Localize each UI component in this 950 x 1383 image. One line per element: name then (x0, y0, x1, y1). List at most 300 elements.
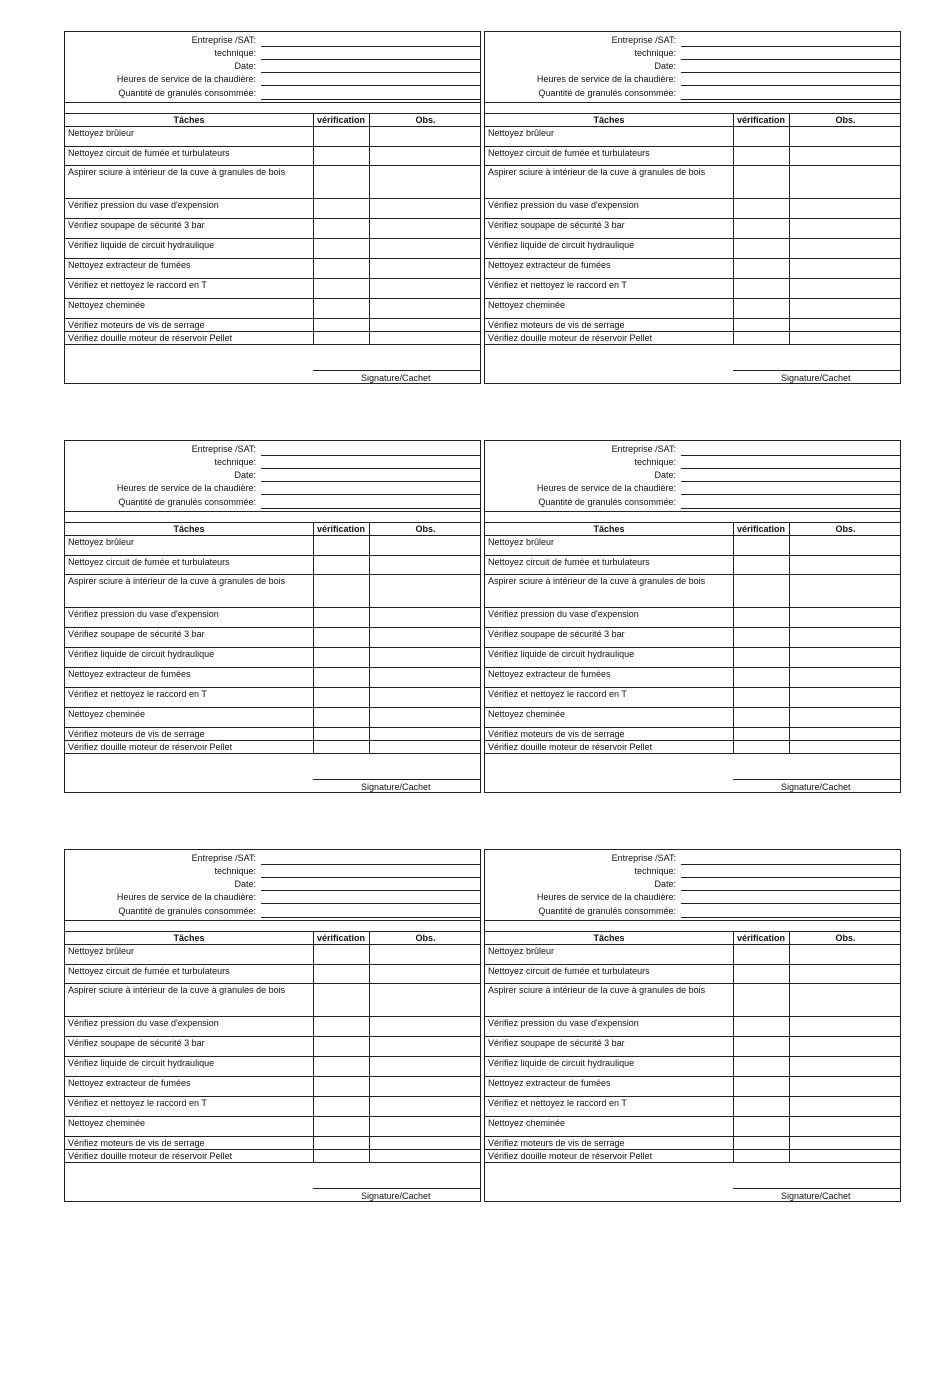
header-field (485, 469, 900, 482)
obs-cell[interactable] (370, 1056, 480, 1076)
header-field (65, 496, 480, 509)
header-field-label: Date: (654, 470, 676, 480)
column-header-obs: Obs. (415, 933, 436, 943)
obs-cell[interactable] (790, 740, 900, 753)
verification-cell[interactable] (314, 238, 369, 258)
verification-cell[interactable] (734, 627, 789, 647)
task-label: Aspirer sciure à intérieur de la cuve à granules de bois (68, 576, 286, 586)
header-field-label: Heures de service de la chaudière: (116, 892, 256, 902)
header-field (485, 456, 900, 469)
obs-cell[interactable] (370, 555, 480, 574)
obs-cell[interactable] (370, 1149, 480, 1162)
header-field-label: Date: (234, 879, 256, 889)
verification-cell[interactable] (734, 1096, 789, 1116)
verification-cell[interactable] (314, 1056, 369, 1076)
obs-cell[interactable] (370, 165, 480, 198)
header-field-label: technique: (214, 866, 256, 876)
signature-line (313, 779, 480, 780)
header-field (485, 496, 900, 509)
verification-cell[interactable] (314, 574, 369, 607)
task-label: Vérifiez et nettoyez le raccord en T (488, 280, 627, 290)
task-label: Nettoyez extracteur de fumées (68, 669, 191, 679)
verification-cell[interactable] (734, 1016, 789, 1036)
task-label: Vérifiez soupape de sécurité 3 bar (488, 1038, 625, 1048)
header-field-label: technique: (214, 457, 256, 467)
column-divider (369, 522, 370, 753)
maintenance-form-card (484, 440, 901, 793)
header-field (65, 469, 480, 482)
task-label: Vérifiez et nettoyez le raccord en T (68, 689, 207, 699)
task-label: Nettoyez circuit de fumée et turbulateurs (68, 557, 230, 567)
header-field-input-line[interactable] (681, 903, 900, 904)
header-field-label: technique: (634, 48, 676, 58)
obs-cell[interactable] (370, 627, 480, 647)
verification-cell[interactable] (734, 1136, 789, 1149)
header-field-input-line[interactable] (681, 99, 900, 100)
verification-cell[interactable] (314, 1016, 369, 1036)
obs-cell[interactable] (370, 983, 480, 1016)
header-field (485, 482, 900, 495)
obs-cell[interactable] (790, 983, 900, 1016)
task-label: Vérifiez pression du vase d'expension (68, 609, 219, 619)
obs-cell[interactable] (370, 1116, 480, 1136)
header-field (65, 87, 480, 100)
verification-cell[interactable] (314, 727, 369, 740)
verification-cell[interactable] (314, 740, 369, 753)
verification-cell[interactable] (314, 1136, 369, 1149)
header-field (485, 878, 900, 891)
task-label: Vérifiez et nettoyez le raccord en T (68, 280, 207, 290)
maintenance-form-card (484, 849, 901, 1202)
verification-cell[interactable] (734, 1076, 789, 1096)
header-field-label: Heures de service de la chaudière: (536, 483, 676, 493)
column-header-obs: Obs. (835, 933, 856, 943)
obs-cell[interactable] (370, 238, 480, 258)
task-label: Nettoyez cheminée (488, 1118, 566, 1128)
verification-cell[interactable] (734, 687, 789, 707)
verification-cell[interactable] (314, 983, 369, 1016)
header-field-input-line[interactable] (261, 917, 480, 918)
obs-cell[interactable] (370, 126, 480, 146)
task-label: Nettoyez extracteur de fumées (488, 669, 611, 679)
column-header-verification: vérification (736, 524, 785, 534)
header-field (485, 852, 900, 865)
task-label: Nettoyez cheminée (488, 709, 566, 719)
obs-cell[interactable] (370, 278, 480, 298)
column-header-verification: vérification (316, 524, 365, 534)
column-header-tasks: Tâches (593, 933, 625, 943)
header-field-input-line[interactable] (261, 494, 480, 495)
task-label: Nettoyez extracteur de fumées (488, 1078, 611, 1088)
obs-cell[interactable] (790, 627, 900, 647)
obs-cell[interactable] (370, 1076, 480, 1096)
verification-cell[interactable] (314, 1076, 369, 1096)
obs-cell[interactable] (370, 647, 480, 667)
header-divider (65, 522, 480, 523)
task-label: Vérifiez moteurs de vis de serrage (68, 320, 205, 330)
header-field (65, 456, 480, 469)
obs-cell[interactable] (790, 1056, 900, 1076)
header-divider (485, 113, 900, 114)
header-field-label: technique: (634, 457, 676, 467)
maintenance-form-card (64, 440, 481, 793)
header-field (65, 905, 480, 918)
obs-cell[interactable] (790, 1116, 900, 1136)
obs-cell[interactable] (370, 1096, 480, 1116)
task-label: Vérifiez pression du vase d'expension (488, 200, 639, 210)
task-label: Nettoyez circuit de fumée et turbulateurs (68, 966, 230, 976)
obs-cell[interactable] (790, 298, 900, 318)
obs-cell[interactable] (370, 607, 480, 627)
header-field (485, 865, 900, 878)
verification-cell[interactable] (734, 278, 789, 298)
header-field-label: Date: (654, 61, 676, 71)
header-field-input-line[interactable] (261, 508, 480, 509)
header-field (65, 852, 480, 865)
obs-cell[interactable] (790, 535, 900, 555)
column-header-verification: vérification (736, 933, 785, 943)
task-label: Vérifiez moteurs de vis de serrage (488, 320, 625, 330)
verification-cell[interactable] (734, 944, 789, 964)
verification-cell[interactable] (314, 607, 369, 627)
verification-cell[interactable] (314, 146, 369, 165)
row-divider (485, 1162, 900, 1163)
obs-cell[interactable] (790, 574, 900, 607)
header-field-label: Entreprise /SAT: (191, 853, 256, 863)
obs-cell[interactable] (790, 964, 900, 983)
task-label: Nettoyez extracteur de fumées (68, 260, 191, 270)
task-label: Nettoyez cheminée (68, 300, 146, 310)
header-divider (485, 102, 900, 103)
obs-cell[interactable] (370, 331, 480, 344)
maintenance-form-card (64, 31, 481, 384)
header-field (485, 443, 900, 456)
header-field (65, 865, 480, 878)
obs-cell[interactable] (370, 218, 480, 238)
task-label: Nettoyez brûleur (68, 537, 135, 547)
header-field-input-line[interactable] (681, 917, 900, 918)
column-header-verification: vérification (736, 115, 785, 125)
obs-cell[interactable] (790, 555, 900, 574)
header-field (485, 891, 900, 904)
header-field-input-line[interactable] (261, 99, 480, 100)
task-label: Vérifiez pression du vase d'expension (488, 1018, 639, 1028)
obs-cell[interactable] (370, 1036, 480, 1056)
verification-cell[interactable] (314, 198, 369, 218)
verification-cell[interactable] (314, 944, 369, 964)
verification-cell[interactable] (314, 278, 369, 298)
header-field-label: Quantité de granulés consommée: (538, 88, 676, 98)
obs-cell[interactable] (790, 1016, 900, 1036)
verification-cell[interactable] (734, 964, 789, 983)
obs-cell[interactable] (790, 318, 900, 331)
task-label: Aspirer sciure à intérieur de la cuve à granules de bois (488, 167, 706, 177)
header-field-label: Entreprise /SAT: (611, 35, 676, 45)
obs-cell[interactable] (370, 667, 480, 687)
signature-line (733, 370, 900, 371)
header-field (485, 905, 900, 918)
header-field-label: Quantité de granulés consommée: (538, 497, 676, 507)
task-label: Nettoyez brûleur (488, 946, 555, 956)
column-divider (789, 931, 790, 1162)
verification-cell[interactable] (734, 298, 789, 318)
row-divider (65, 753, 480, 754)
obs-cell[interactable] (370, 298, 480, 318)
signature-line (733, 779, 900, 780)
obs-cell[interactable] (790, 258, 900, 278)
header-divider (485, 522, 900, 523)
task-label: Nettoyez brûleur (68, 946, 135, 956)
verification-cell[interactable] (734, 535, 789, 555)
verification-cell[interactable] (314, 964, 369, 983)
obs-cell[interactable] (370, 727, 480, 740)
obs-cell[interactable] (790, 1096, 900, 1116)
verification-cell[interactable] (314, 667, 369, 687)
obs-cell[interactable] (790, 146, 900, 165)
verification-cell[interactable] (314, 687, 369, 707)
column-header-tasks: Tâches (173, 933, 205, 943)
header-field (65, 443, 480, 456)
obs-cell[interactable] (370, 258, 480, 278)
task-label: Vérifiez liquide de circuit hydraulique (488, 649, 635, 659)
task-label: Vérifiez liquide de circuit hydraulique (488, 1058, 635, 1068)
obs-cell[interactable] (790, 687, 900, 707)
column-divider (313, 113, 314, 344)
header-field (485, 60, 900, 73)
verification-cell[interactable] (314, 627, 369, 647)
task-label: Vérifiez douille moteur de réservoir Pellet (488, 1151, 653, 1161)
maintenance-form-card (484, 31, 901, 384)
task-label: Nettoyez circuit de fumée et turbulateurs (488, 966, 650, 976)
obs-cell[interactable] (790, 218, 900, 238)
header-divider (65, 920, 480, 921)
verification-cell[interactable] (734, 1056, 789, 1076)
row-divider (485, 753, 900, 754)
verification-cell[interactable] (314, 707, 369, 727)
verification-cell[interactable] (734, 1036, 789, 1056)
task-label: Vérifiez douille moteur de réservoir Pellet (68, 742, 233, 752)
task-label: Nettoyez extracteur de fumées (488, 260, 611, 270)
header-field-input-line[interactable] (261, 85, 480, 86)
verification-cell[interactable] (314, 258, 369, 278)
header-field (485, 73, 900, 86)
signature-line (313, 1188, 480, 1189)
header-field-input-line[interactable] (681, 494, 900, 495)
header-divider (65, 511, 480, 512)
obs-cell[interactable] (790, 238, 900, 258)
verification-cell[interactable] (314, 165, 369, 198)
verification-cell[interactable] (734, 218, 789, 238)
header-divider (485, 931, 900, 932)
verification-cell[interactable] (734, 740, 789, 753)
signature-line (313, 370, 480, 371)
header-field (65, 73, 480, 86)
task-label: Vérifiez moteurs de vis de serrage (488, 1138, 625, 1148)
obs-cell[interactable] (790, 278, 900, 298)
verification-cell[interactable] (734, 165, 789, 198)
header-field (65, 891, 480, 904)
verification-cell[interactable] (314, 1036, 369, 1056)
obs-cell[interactable] (790, 647, 900, 667)
obs-cell[interactable] (370, 1016, 480, 1036)
obs-cell[interactable] (790, 944, 900, 964)
header-field-label: Entreprise /SAT: (191, 35, 256, 45)
verification-cell[interactable] (314, 1096, 369, 1116)
header-field (65, 34, 480, 47)
task-label: Nettoyez brûleur (68, 128, 135, 138)
verification-cell[interactable] (734, 667, 789, 687)
obs-cell[interactable] (370, 535, 480, 555)
task-label: Nettoyez circuit de fumée et turbulateurs (488, 557, 650, 567)
column-header-tasks: Tâches (593, 115, 625, 125)
column-divider (789, 113, 790, 344)
obs-cell[interactable] (790, 1076, 900, 1096)
task-label: Aspirer sciure à intérieur de la cuve à granules de bois (488, 576, 706, 586)
obs-cell[interactable] (370, 707, 480, 727)
verification-cell[interactable] (314, 318, 369, 331)
header-field-label: Entreprise /SAT: (611, 444, 676, 454)
header-field (65, 482, 480, 495)
column-divider (313, 522, 314, 753)
signature-label: Signature/Cachet (361, 1191, 431, 1201)
verification-cell[interactable] (734, 1149, 789, 1162)
verification-cell[interactable] (314, 331, 369, 344)
verification-cell[interactable] (734, 198, 789, 218)
signature-label: Signature/Cachet (361, 373, 431, 383)
column-header-obs: Obs. (415, 524, 436, 534)
obs-cell[interactable] (790, 667, 900, 687)
header-field-input-line[interactable] (681, 85, 900, 86)
header-field-input-line[interactable] (261, 903, 480, 904)
header-field-label: Entreprise /SAT: (191, 444, 256, 454)
row-divider (65, 1162, 480, 1163)
signature-label: Signature/Cachet (781, 1191, 851, 1201)
header-divider (65, 931, 480, 932)
header-divider (485, 511, 900, 512)
task-label: Nettoyez brûleur (488, 128, 555, 138)
header-field-label: Date: (234, 61, 256, 71)
obs-cell[interactable] (790, 1149, 900, 1162)
verification-cell[interactable] (314, 647, 369, 667)
obs-cell[interactable] (370, 318, 480, 331)
task-label: Vérifiez et nettoyez le raccord en T (488, 1098, 627, 1108)
column-header-tasks: Tâches (173, 524, 205, 534)
obs-cell[interactable] (790, 1136, 900, 1149)
header-field-label: Date: (654, 879, 676, 889)
verification-cell[interactable] (314, 298, 369, 318)
header-field (65, 60, 480, 73)
task-label: Nettoyez circuit de fumée et turbulateurs (488, 148, 650, 158)
obs-cell[interactable] (370, 964, 480, 983)
obs-cell[interactable] (790, 331, 900, 344)
signature-label: Signature/Cachet (361, 782, 431, 792)
header-field-label: Entreprise /SAT: (611, 853, 676, 863)
header-field-label: Quantité de granulés consommée: (118, 497, 256, 507)
column-divider (369, 931, 370, 1162)
task-label: Vérifiez soupape de sécurité 3 bar (488, 629, 625, 639)
header-field-label: Heures de service de la chaudière: (116, 483, 256, 493)
verification-cell[interactable] (734, 238, 789, 258)
obs-cell[interactable] (370, 687, 480, 707)
verification-cell[interactable] (314, 555, 369, 574)
verification-cell[interactable] (734, 555, 789, 574)
task-label: Aspirer sciure à intérieur de la cuve à granules de bois (68, 167, 286, 177)
header-field (485, 47, 900, 60)
verification-cell[interactable] (734, 727, 789, 740)
verification-cell[interactable] (314, 535, 369, 555)
maintenance-form-card (64, 849, 481, 1202)
task-label: Vérifiez pression du vase d'expension (488, 609, 639, 619)
obs-cell[interactable] (790, 727, 900, 740)
task-label: Aspirer sciure à intérieur de la cuve à granules de bois (68, 985, 286, 995)
task-label: Vérifiez soupape de sécurité 3 bar (68, 1038, 205, 1048)
task-label: Vérifiez liquide de circuit hydraulique (68, 649, 215, 659)
verification-cell[interactable] (734, 146, 789, 165)
header-field-label: Quantité de granulés consommée: (538, 906, 676, 916)
header-field-input-line[interactable] (681, 508, 900, 509)
verification-cell[interactable] (734, 983, 789, 1016)
column-divider (789, 522, 790, 753)
column-header-obs: Obs. (835, 524, 856, 534)
task-label: Vérifiez douille moteur de réservoir Pellet (68, 333, 233, 343)
verification-cell[interactable] (734, 331, 789, 344)
verification-cell[interactable] (734, 126, 789, 146)
signature-label: Signature/Cachet (781, 373, 851, 383)
verification-cell[interactable] (734, 647, 789, 667)
header-divider (65, 113, 480, 114)
verification-cell[interactable] (314, 218, 369, 238)
task-label: Vérifiez moteurs de vis de serrage (488, 729, 625, 739)
verification-cell[interactable] (734, 607, 789, 627)
task-label: Vérifiez soupape de sécurité 3 bar (68, 220, 205, 230)
obs-cell[interactable] (370, 740, 480, 753)
verification-cell[interactable] (734, 707, 789, 727)
obs-cell[interactable] (790, 165, 900, 198)
obs-cell[interactable] (790, 707, 900, 727)
verification-cell[interactable] (734, 318, 789, 331)
task-label: Vérifiez et nettoyez le raccord en T (68, 1098, 207, 1108)
verification-cell[interactable] (734, 574, 789, 607)
header-divider (485, 920, 900, 921)
task-label: Vérifiez pression du vase d'expension (68, 1018, 219, 1028)
verification-cell[interactable] (314, 126, 369, 146)
obs-cell[interactable] (370, 1136, 480, 1149)
column-divider (369, 113, 370, 344)
header-field-label: Heures de service de la chaudière: (536, 74, 676, 84)
column-header-verification: vérification (316, 115, 365, 125)
task-label: Nettoyez circuit de fumée et turbulateurs (68, 148, 230, 158)
column-divider (733, 522, 734, 753)
verification-cell[interactable] (314, 1149, 369, 1162)
obs-cell[interactable] (370, 146, 480, 165)
obs-cell[interactable] (790, 126, 900, 146)
obs-cell[interactable] (370, 944, 480, 964)
verification-cell[interactable] (734, 258, 789, 278)
obs-cell[interactable] (370, 574, 480, 607)
verification-cell[interactable] (314, 1116, 369, 1136)
task-label: Aspirer sciure à intérieur de la cuve à granules de bois (488, 985, 706, 995)
obs-cell[interactable] (790, 198, 900, 218)
obs-cell[interactable] (790, 607, 900, 627)
obs-cell[interactable] (790, 1036, 900, 1056)
verification-cell[interactable] (734, 1116, 789, 1136)
header-field (485, 87, 900, 100)
obs-cell[interactable] (370, 198, 480, 218)
row-divider (65, 344, 480, 345)
header-field (485, 34, 900, 47)
task-label: Nettoyez extracteur de fumées (68, 1078, 191, 1088)
task-label: Vérifiez et nettoyez le raccord en T (488, 689, 627, 699)
